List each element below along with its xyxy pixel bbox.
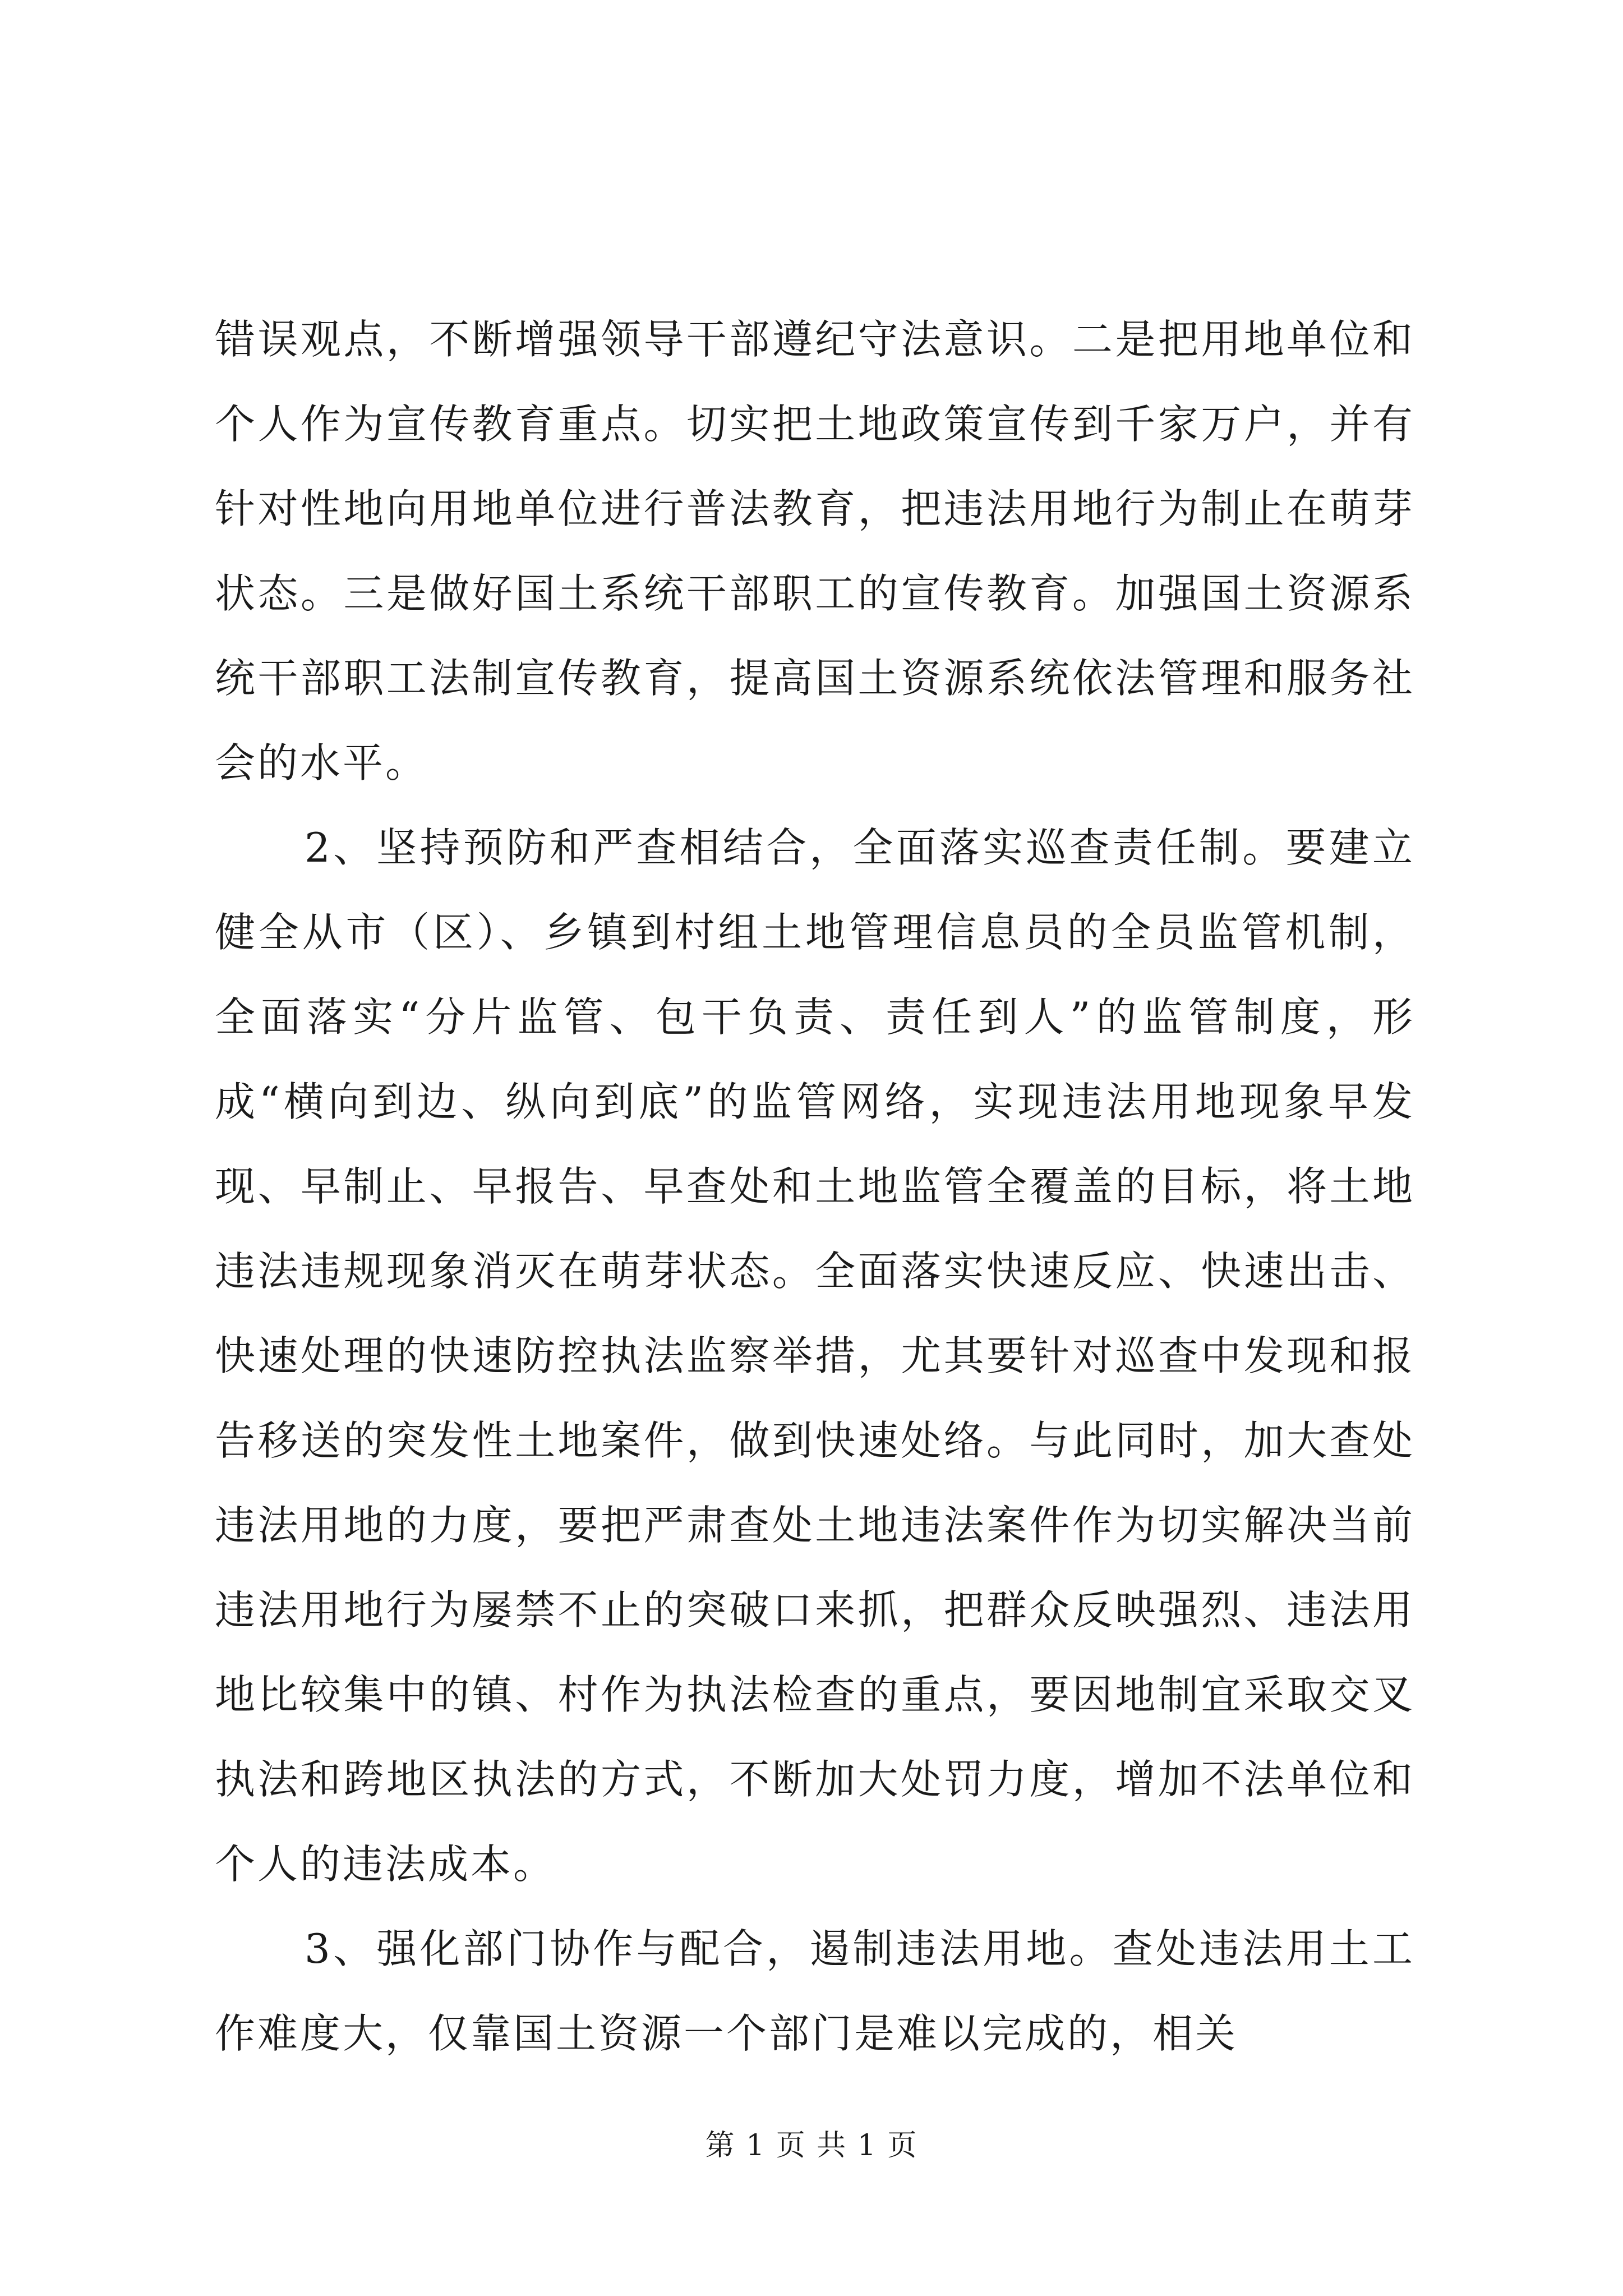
document-body bbox=[215, 297, 1415, 2076]
paragraph-1: 错误观点，不断增强领导干部遵纪守法意识。二是把用地单位和个人作为宣传教育重点。切实把土地政策宣传到千家万户，并有针对性地向用地单位进行普法教育，把违法用地行为制止在萌芽状态。三是做好国土系统干部职工的宣传教育。加强国土资源系统干部职工法制宣传教育，提高国土资源系统依法管理和服务社会的水平。 bbox=[215, 316, 1415, 786]
paragraph-2: 2、坚持预防和严查相结合，全面落实巡查责任制。要建立健全从市（区）、乡镇到村组土地管理信息员的全员监管机制，全面落实“分片监管、包干负责、责任到人”的监管制度，形成“横向到边、纵向到底”的监管网络，实现违法用地现象早发现、早制止、早报告、早查处和土地监管全覆盖的目标，将土地违法违规现象消灭在萌芽状态。全面落实快速反应、快速出击、快速处理的快速防控执法监察举措，尤其要针对巡查中发现和报告移送的突发性土地案件，做到快速处络。与此同时，加大查处违法用地的力度，要把严肃查处土地违法案件作为切实解决当前违法用地行为屡禁不止的突破口来抓，把群众反映强烈、违法用地比较集中的镇、村作为执法检查的重点，要因地制宜采取交叉执法和跨地区执法的方式，不断加大处罚力度，增加不法单位和个人的违法成本。 bbox=[215, 824, 1415, 1888]
paragraph-3: 3、强化部门协作与配合，遏制违法用地。查处违法用土工作难度大，仅靠国土资源一个部门是难以完成的，相关 bbox=[215, 1925, 1415, 2057]
page-footer: 第 1 页 共 1 页 bbox=[705, 2129, 918, 2162]
